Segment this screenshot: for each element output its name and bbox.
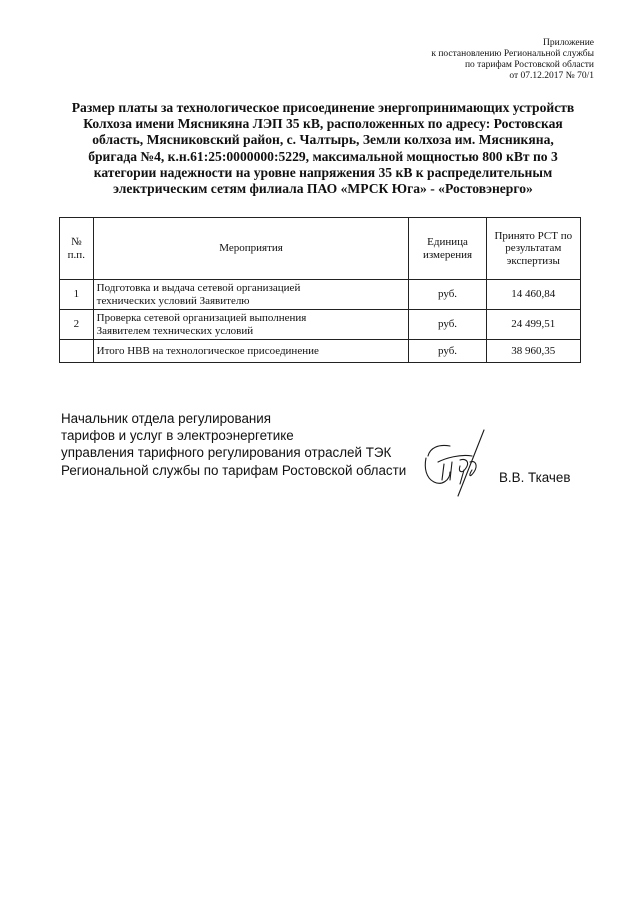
header-activity: Мероприятия (93, 218, 409, 280)
row-activity-line: технических условий Заявителю (96, 294, 250, 307)
header-num (60, 218, 94, 280)
row-activity (93, 280, 409, 310)
table-header-row (60, 218, 581, 280)
appendix-header (334, 38, 594, 82)
signatory-position (61, 410, 406, 479)
handwritten-signature (420, 428, 510, 498)
header-value-line: экспертизы (506, 254, 560, 267)
fee-table (59, 217, 581, 363)
title-line: Размер платы за технологическое присоединение энергопринимающих устройств (71, 100, 575, 115)
table-row (60, 280, 581, 310)
row-activity (93, 310, 409, 340)
title-line: Колхоза имени Мясникяна ЛЭП 35 кВ, расположенных по адресу: Ростовская (83, 116, 563, 132)
header-unit (409, 218, 486, 280)
title-line: электрическим сетям филиала ПАО «МРСК Юга» - «Ростовэнерго» (113, 181, 533, 197)
row-value: 14 460,84 (486, 280, 580, 310)
position-line: тарифов и услуг в электроэнергетике (61, 428, 294, 444)
total-num (60, 340, 94, 363)
header-value-line: результатам (505, 242, 562, 255)
total-unit: руб. (409, 340, 486, 363)
row-unit: руб. (409, 310, 486, 340)
signatory-name: В.В. Ткачев (499, 470, 571, 485)
total-value: 38 960,35 (486, 340, 580, 363)
title-line: область, Мясниковский район, с. Чалтырь, Земли колхоза им. Мясникяна, (92, 132, 554, 148)
appendix-line: от 07.12.2017 № 70/1 (509, 71, 594, 81)
row-unit: руб. (409, 280, 486, 310)
appendix-line: к постановлению Региональной службы (431, 49, 594, 59)
table-total-row (60, 340, 581, 363)
row-value: 24 499,51 (486, 310, 580, 340)
title-line: бригада №4, к.н.61:25:0000000:5229, максимальной мощностью 800 кВт по 3 (88, 148, 558, 164)
position-line: Начальник отдела регулирования (61, 411, 272, 426)
header-value-line: Принято РСТ по (494, 229, 573, 242)
table-row (60, 310, 581, 340)
row-activity-line: Подготовка и выдача сетевой организацией (96, 282, 301, 294)
row-activity-line: Проверка сетевой организацией выполнения (96, 312, 307, 324)
header-unit-line: Единица (427, 236, 468, 248)
header-num-line: п.п. (67, 248, 85, 261)
row-activity-line: Заявителем технических условий (96, 324, 254, 337)
title-line: категории надежности на уровне напряжения 35 кВ к распределительным (93, 164, 553, 180)
appendix-line: по тарифам Ростовской области (464, 60, 594, 70)
appendix-line: Приложение (543, 38, 594, 48)
total-activity: Итого НВВ на технологическое присоединение (93, 340, 409, 363)
header-num-line: № (71, 236, 82, 248)
header-unit-line: измерения (422, 248, 473, 261)
header-value (486, 218, 580, 280)
row-num: 2 (60, 310, 94, 340)
position-line: Региональной службы по тарифам Ростовской области (61, 462, 407, 478)
position-line: управления тарифного регулирования отраслей ТЭК (61, 445, 392, 461)
row-num: 1 (60, 280, 94, 310)
document-title (40, 100, 606, 197)
